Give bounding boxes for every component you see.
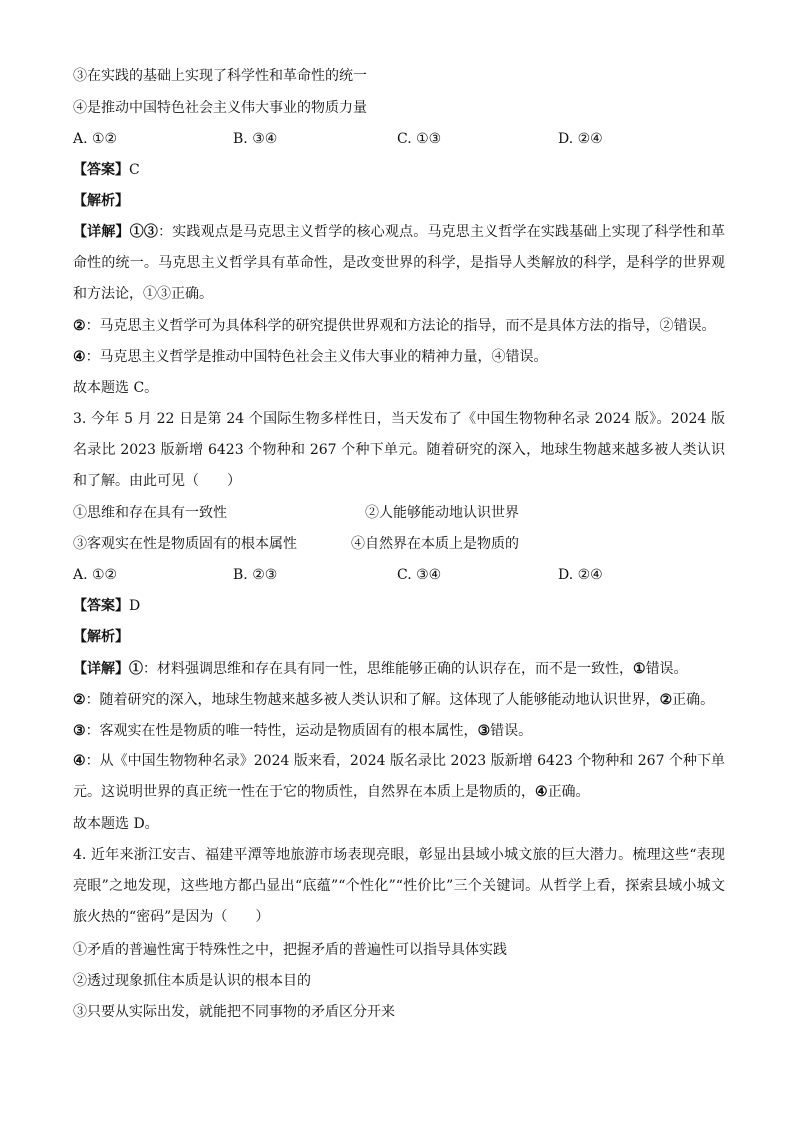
detail-text: ：马克思主义哲学可为具体科学的研究提供世界观和方法论的指导，而不是具体方法的指导，②错误。 [85, 318, 716, 334]
q2-answer [73, 160, 140, 180]
q3-option-c: C. ③④ [397, 567, 442, 583]
q2-conclusion: 故本题选 C。 [73, 380, 159, 396]
q3-statements-row-2 [73, 534, 733, 554]
q4-statement-3: ③只要从实际出发，就能把不同事物的矛盾区分开来 [73, 1004, 395, 1020]
q3-detail-4 [73, 746, 725, 808]
q3-detail-3 [73, 721, 532, 741]
q4-statement-2: ②透过现象抓住本质是认识的根本目的 [73, 973, 311, 989]
q3-analysis-tag: 【解析】 [73, 629, 129, 645]
answer-tag: 【答案】 [73, 162, 129, 178]
q3-statement-4: ④自然界在本质上是物质的 [351, 536, 519, 552]
detail-lead: ② [73, 318, 86, 334]
q2-option-c: C. ①③ [397, 131, 442, 147]
answer-value: C [129, 162, 140, 178]
q3-options [73, 565, 733, 585]
q2-options [73, 129, 733, 149]
detail-lead: ③ [73, 723, 86, 739]
q2-analysis-tag: 【解析】 [73, 193, 129, 209]
detail-end: 正确。 [547, 784, 590, 800]
detail-tag: 【详解】 [73, 224, 130, 240]
detail-end: 错误。 [645, 661, 688, 677]
q2-option-d: D. ②④ [558, 131, 603, 147]
answer-value: D [129, 598, 141, 614]
detail-mark: ③ [477, 723, 491, 739]
detail-mark: ② [659, 692, 673, 708]
detail-text: ：客观实在性是物质的唯一特性，运动是物质固有的根本属性， [85, 723, 478, 739]
detail-lead: ④ [73, 349, 86, 365]
q2-statement-4: ④是推动中国特色社会主义伟大事业的物质力量 [73, 100, 367, 116]
q2-option-a: A. ①② [73, 131, 118, 147]
q2-detail-p2 [73, 316, 716, 336]
q3-statement-3: ③客观实在性是物质固有的根本属性 [73, 536, 297, 552]
q3-detail-1 [73, 659, 688, 679]
q3-statement-1: ①思维和存在具有一致性 [73, 505, 227, 521]
q3-detail-2 [73, 690, 714, 710]
q2-detail-p1 [73, 217, 725, 310]
q3-statements-row-1 [73, 503, 733, 523]
q2-option-b: B. ③④ [233, 131, 278, 147]
answer-tag: 【答案】 [73, 598, 129, 614]
q3-statement-2: ②人能够能动地认识世界 [365, 505, 519, 521]
detail-end: 错误。 [490, 723, 533, 739]
q3-option-b: B. ②③ [233, 567, 278, 583]
q2-statement-3: ③在实践的基础上实现了科学性和革命性的统一 [73, 68, 367, 84]
detail-lead: ① [129, 661, 143, 677]
q2-detail-p3 [73, 347, 548, 367]
detail-text: ：从《中国生物物种名录》2024 版来看，2024 版名录比 2023 版新增 6423 个物种和 267 个种下单元。这说明世界的真正统一性在于它的物质性，自然界在本质上是物质的， [73, 753, 725, 800]
detail-lead: ④ [73, 753, 86, 769]
q4-stem: 4. 近年来浙江安吉、福建平潭等地旅游市场表现亮眼，彰显出县域小城文旅的巨大潜力。梳理这些“表现亮眼”之地发现，这些地方都凸显出“底蕴”“个性化”“性价比”三个关键词。从哲学上看，探索县域小城文旅火热的“密码”是因为（ ） [73, 847, 725, 925]
detail-text: ：随着研究的深入，地球生物越来越多被人类认识和了解。这体现了人能够能动地认识世界， [85, 692, 660, 708]
detail-text: ：实践观点是马克思主义哲学的核心观点。马克思主义哲学在实践基础上实现了科学性和革命性的统一。马克思主义哲学具有革命性，是改变世界的科学，是指导人类解放的科学，是科学的世界观和方法论，①③正确。 [73, 224, 726, 302]
detail-mark: ① [633, 661, 646, 677]
detail-mark: ④ [535, 784, 548, 800]
q3-answer [73, 596, 140, 616]
detail-end: 正确。 [672, 692, 715, 708]
detail-text: ：材料强调思维和存在具有同一性，思维能够正确的认识存在，而不是一致性， [143, 661, 633, 677]
detail-lead: ② [73, 692, 86, 708]
q3-conclusion: 故本题选 D。 [73, 816, 159, 832]
q3-option-a: A. ①② [73, 567, 118, 583]
q3-stem: 3. 今年 5 月 22 日是第 24 个国际生物多样性日，当天发布了《中国生物物种名录 2024 版》。2024 版名录比 2023 版新增 6423 个物种和 267 个种下单元。随着研究的深入，地球生物越来越多被人类认识和了解。由此可见（ ） [73, 411, 725, 489]
detail-tag: 【详解】 [73, 661, 129, 677]
q4-statement-1: ①矛盾的普遍性寓于特殊性之中，把握矛盾的普遍性可以指导具体实践 [73, 942, 507, 958]
detail-lead: ①③ [129, 224, 159, 240]
detail-text: ：马克思主义哲学是推动中国特色社会主义伟大事业的精神力量，④错误。 [85, 349, 548, 365]
q3-option-d: D. ②④ [558, 567, 603, 583]
